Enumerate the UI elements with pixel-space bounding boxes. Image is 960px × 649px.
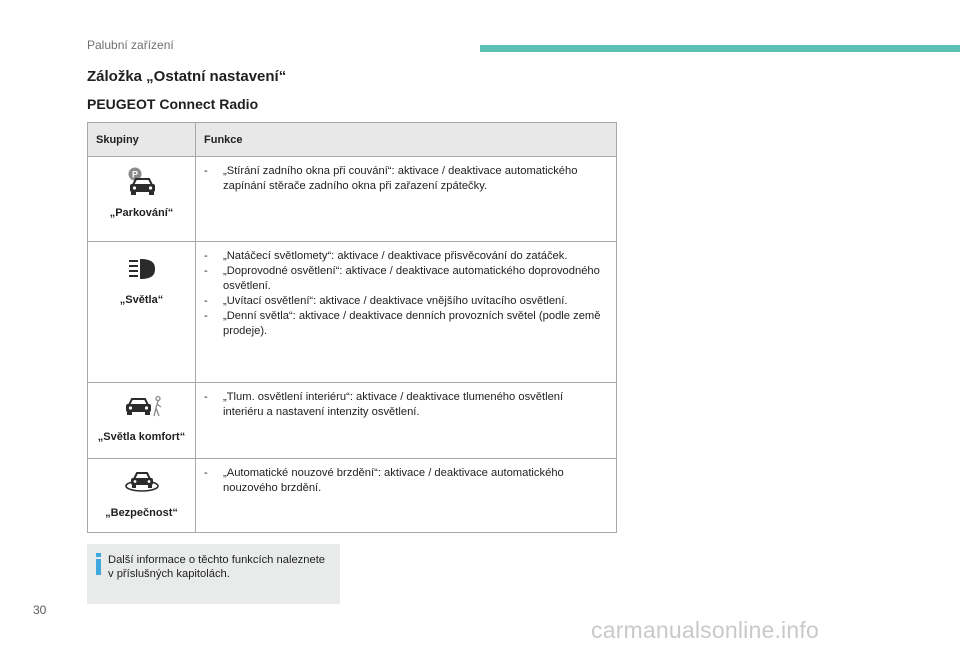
function-item: - „Doprovodné osvětlení“: aktivace / deaktivace automatického doprovodného osvětlení.: [204, 264, 606, 294]
column-header-group: Skupiny: [88, 123, 196, 157]
header-title: Palubní zařízení: [87, 38, 174, 52]
function-cell: [196, 459, 617, 533]
group-cell: [88, 242, 196, 383]
function-cell: [196, 157, 617, 242]
function-item: - „Stírání zadního okna při couvání“: aktivace / deaktivace automatického zapínání stěrače zadního okna při zařazení zpátečky.: [204, 164, 606, 194]
info-text: Další informace o těchto funkcích naleznete v příslušných kapitolách.: [108, 554, 326, 580]
function-item: - „Tlum. osvětlení interiéru“: aktivace / deaktivace tlumeného osvětlení interiéru a nastavení intenzity osvětlení.: [204, 390, 606, 420]
parking-car-icon: [88, 166, 195, 201]
function-item: - „Automatické nouzové brzdění“: aktivace / deaktivace automatického nouzového brzdění.: [204, 466, 606, 496]
settings-table: [87, 122, 617, 533]
function-cell: [196, 242, 617, 383]
svg-text:P: P: [131, 169, 138, 180]
group-cell: [88, 157, 196, 242]
watermark: carmanualsonline.info: [591, 617, 819, 643]
function-item: - „Uvítací osvětlení“: aktivace / deaktivace vnějšího uvítacího osvětlení.: [204, 294, 606, 309]
subsection-title: PEUGEOT Connect Radio: [87, 96, 259, 112]
group-cell: [88, 383, 196, 459]
header-accent-bar: [480, 45, 960, 52]
function-item: - „Denní světla“: aktivace / deaktivace denních provozních světel (podle země prodeje).: [204, 309, 606, 339]
group-label: „Světla“: [119, 294, 164, 306]
column-header-function: Funkce: [196, 123, 617, 157]
table-row: [88, 383, 617, 459]
info-box: [87, 544, 340, 604]
group-label: „Parkování“: [109, 207, 174, 219]
page-number: 30: [33, 603, 47, 617]
table-row: [88, 157, 617, 242]
table-row: [88, 242, 617, 383]
function-item: - „Natáčecí světlomety“: aktivace / deaktivace přisvěcování do zatáček.: [204, 249, 606, 264]
section-title: Záložka „Ostatní nastavení“: [87, 68, 287, 85]
table-header-row: [88, 123, 617, 157]
function-cell: [196, 383, 617, 459]
safety-car-icon: [88, 469, 195, 498]
info-icon: [95, 553, 103, 580]
headlight-icon: [88, 257, 195, 284]
table-row: [88, 459, 617, 533]
group-label: „Bezpečnost“: [105, 507, 178, 519]
group-label: „Světla komfort“: [97, 431, 186, 443]
group-cell: [88, 459, 196, 533]
comfort-light-car-icon: [88, 395, 195, 424]
